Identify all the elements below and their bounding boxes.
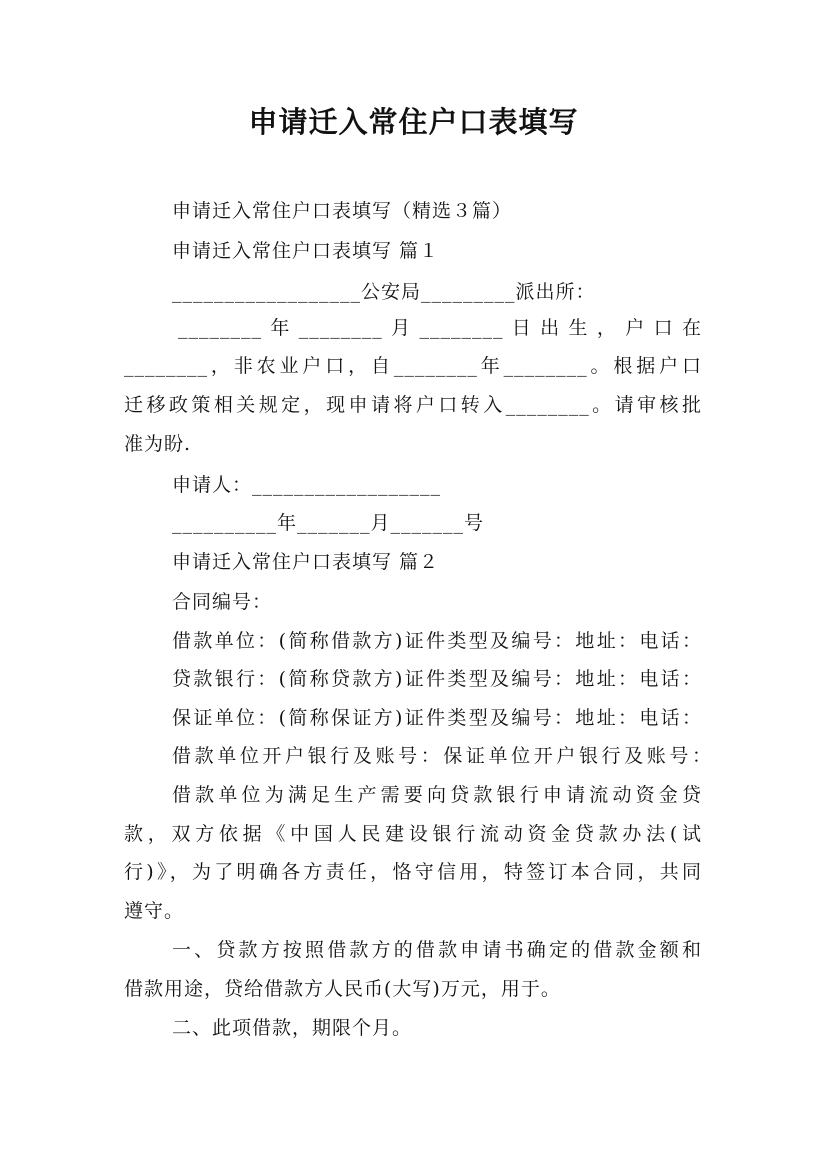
section-heading-1: 申请迁入常住户口表填写 篇１ — [172, 240, 440, 262]
contract-number: 合同编号： — [172, 591, 273, 613]
lender-info: 贷款银行：(简称贷款方)证件类型及编号：地址：电话： — [172, 668, 702, 690]
section-heading-2: 申请迁入常住户口表填写 篇２ — [172, 551, 440, 573]
borrower-info: 借款单位：(简称借款方)证件类型及编号：地址：电话： — [172, 630, 702, 652]
subtitle-selected-3: 申请迁入常住户口表填写（精选３篇） — [172, 200, 513, 222]
form-line-transfer: 迁移政策相关规定，现申请将户口转入________。请审核批 — [124, 394, 702, 416]
guarantor-info: 保证单位：(简称保证方)证件类型及编号：地址：电话： — [172, 707, 702, 729]
paragraph-1-line-2: 款，双方依据《中国人民建设银行流动资金贷款办法(试 — [124, 823, 702, 845]
clause-1-line-2: 借款用途，贷给借款方人民币(大写)万元，用于。 — [124, 978, 561, 1000]
clause-2: 二、此项借款，期限个月。 — [172, 1017, 413, 1039]
form-line-police-station: __________________公安局_________派出所： — [172, 281, 596, 303]
paragraph-1-line-4: 遵守。 — [124, 900, 185, 922]
bank-accounts: 借款单位开户银行及账号：保证单位开户银行及账号： — [172, 745, 712, 767]
clause-1-line-1: 一、贷款方按照借款方的借款申请书确定的借款金额和 — [172, 939, 702, 961]
paragraph-1-line-3: 行)》，为了明确各方责任，恪守信用，特签订本合同，共同 — [124, 861, 702, 883]
document-title: 申请迁入常住户口表填写 — [248, 105, 579, 139]
form-line-birth-date: ________年________月________日出生，户口在 — [178, 317, 702, 339]
paragraph-1-line-1: 借款单位为满足生产需要向贷款银行申请流动资金贷 — [172, 784, 702, 806]
date-line: __________年_______月_______号 — [172, 512, 485, 534]
applicant-signature-line: 申请人：__________________ — [172, 474, 442, 496]
form-line-household: ________，非农业户口，自________年________。根据户口 — [124, 355, 702, 377]
form-line-closing: 准为盼. — [124, 433, 192, 455]
